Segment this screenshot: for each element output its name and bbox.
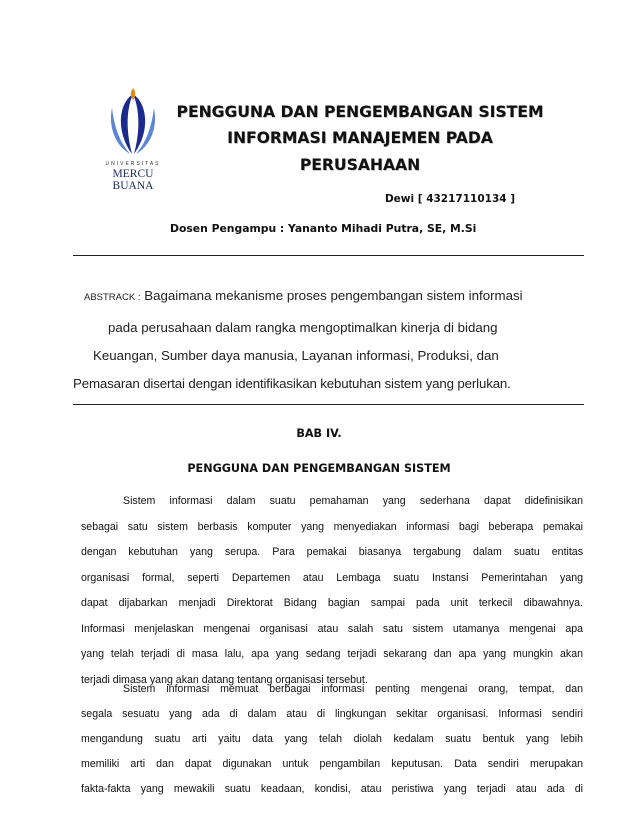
title-line-2: INFORMASI MANAJEMEN PADA — [227, 129, 493, 147]
paragraph-line: Sistem informasi dalam suatu pemahaman yang sederhana dapat didefinisikan — [123, 495, 583, 507]
abstract-line-3: Keuangan, Sumber daya manusia, Layanan informasi, Produksi, dan — [93, 348, 499, 363]
divider-bottom — [73, 404, 584, 405]
chapter-number: BAB IV. — [296, 427, 342, 440]
paragraph-line: memiliki arti dan dapat digunakan untuk pengambilan keputusan. Data sendiri merupakan — [81, 758, 583, 770]
author-line: Dewi [ 43217110134 ] — [384, 193, 516, 205]
abstract-line-1 — [84, 288, 523, 303]
title-line-3: PERUSAHAAN — [299, 156, 421, 174]
paragraph-line: Sistem informasi memuat berbagai informasi penting mengenai orang, tempat, dan — [123, 683, 583, 695]
paragraph-line: Informasi menjelaskan mengenai organisasi atau salah satu sistem utamanya mengenai apa — [81, 623, 583, 635]
paragraph-line: mengandung suatu arti yaitu data yang telah diolah kedalam suatu bentuk yang lebih — [81, 733, 583, 745]
paragraph-line: terjadi dimasa yang akan datang tentang organisasi tersebut. — [81, 674, 368, 686]
paragraph-line: sebagai satu sistem berbasis komputer yang menyediakan informasi bagi beberapa pemakai — [81, 521, 583, 533]
divider-top — [73, 255, 584, 256]
paragraph-line: dengan kebutuhan yang serupa. Para pemakai biasanya tergabung dalam suatu entitas — [81, 546, 583, 558]
abstract-text-1: Bagaimana mekanisme proses pengembangan sistem informasi — [144, 288, 523, 303]
paragraph-line: fakta-fakta yang mewakili suatu keadaan, kondisi, atau peristiwa yang terjadi atau ada di — [81, 783, 583, 795]
mercu-buana-emblem-icon — [106, 88, 160, 158]
paragraph-line: organisasi formal, seperti Departemen atau Lembaga suatu Instansi Pemerintahan yang — [81, 572, 583, 584]
lecturer-line: Dosen Pengampu : Yananto Mihadi Putra, SE, M.Si — [170, 222, 477, 235]
title-line-1: PENGGUNA DAN PENGEMBANGAN SISTEM — [176, 103, 544, 121]
abstract-line-4: Pemasaran disertai dengan identifikasikan kebutuhan sistem yang perlukan. — [73, 376, 511, 391]
paragraph-line: dapat dijabarkan menjadi Direktorat Bidang bagian sampai pada unit terkecil dibawahnya. — [81, 597, 583, 609]
logo-subtitle: UNIVERSITAS — [105, 161, 161, 167]
abstract-line-2: pada perusahaan dalam rangka mengoptimalkan kinerja di bidang — [108, 320, 498, 335]
logo-name: MERCU BUANA — [112, 168, 154, 192]
paragraph-line: segala sesuatu yang ada di dalam atau di lingkungan sekitar organisasi. Informasi sendiri — [81, 708, 583, 720]
paragraph-line: yang telah terjadi di masa lalu, apa yang sedang terjadi sekarang dan apa yang mungkin akan — [81, 648, 583, 660]
chapter-title: PENGGUNA DAN PENGEMBANGAN SISTEM — [187, 462, 451, 475]
abstract-label: ABSTRACK : — [84, 292, 141, 303]
